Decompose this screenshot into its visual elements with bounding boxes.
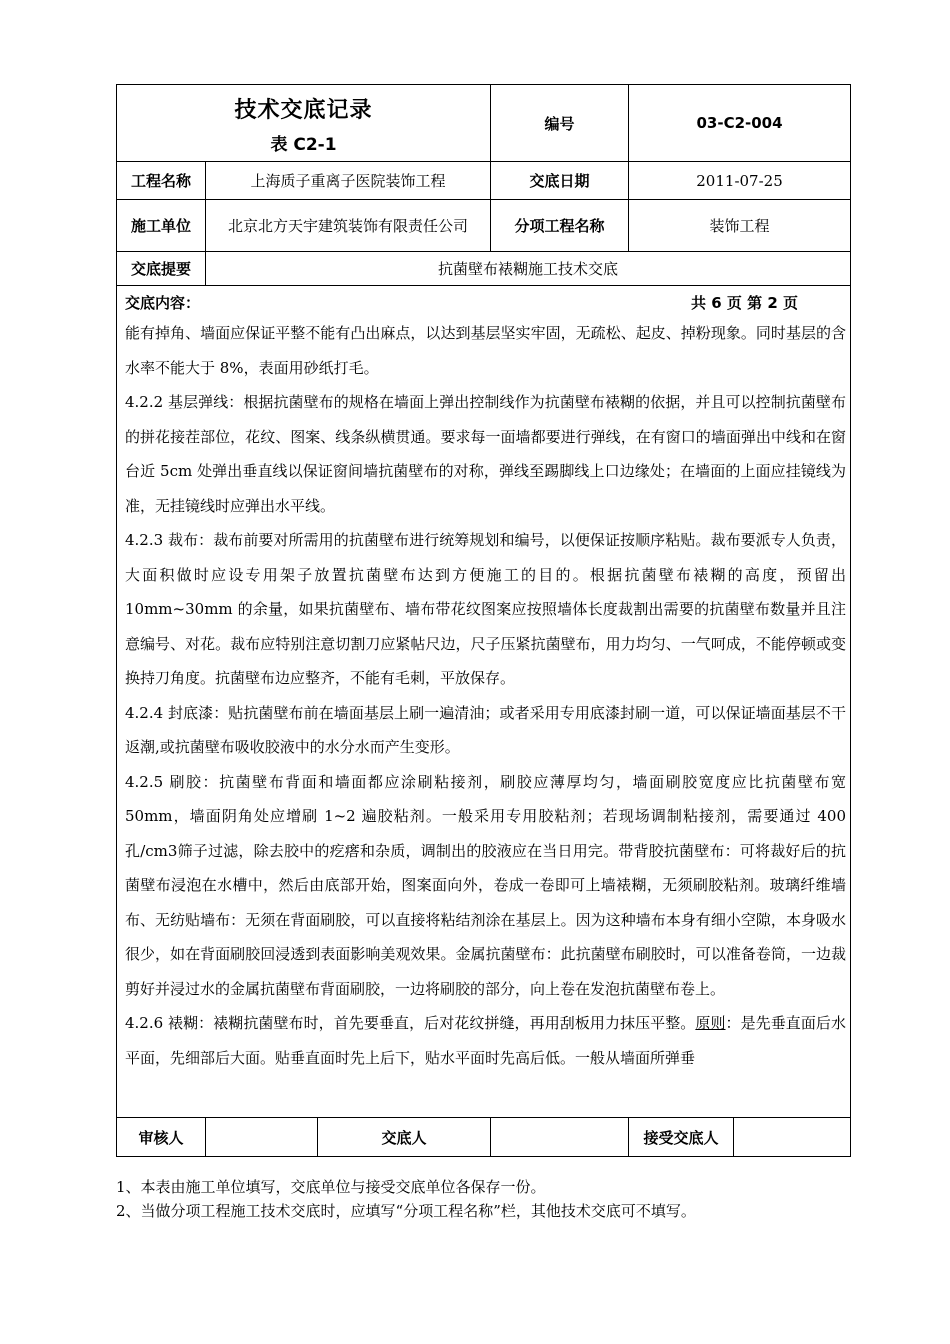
- title-cell: [117, 85, 491, 162]
- signature-row: [117, 1118, 851, 1157]
- contractor-value: 北京北方天宇建筑装饰有限责任公司: [206, 200, 491, 252]
- summary-value: 抗菌壁布裱糊施工技术交底: [206, 252, 851, 286]
- paragraph-4-2-3: 4.2.3 裁布：裁布前要对所需用的抗菌壁布进行统筹规划和编号，以便保证按顺序粘贴。裁布要派专人负责，大面积做时应设专用架子放置抗菌壁布达到方便施工的目的。根据抗菌壁布裱糊的高度，预留出 10mm~30mm 的余量，如果抗菌壁布、墙布带花纹图案应按照墙体长度裁割出需要的抗菌壁布数量并且注意编号、对花。裁布应特别注意切割刀应紧帖尺边，尺子压紧抗菌壁布，用力均匀、一气呵成，不能停顿或变换持刀角度。抗菌壁布边应整齐，不能有毛刺，平放保存。: [125, 531, 847, 687]
- principle-underlined: 原则: [695, 1014, 726, 1032]
- contractor-label: 施工单位: [117, 200, 206, 252]
- project-name-label: 工程名称: [117, 162, 206, 200]
- form-number: 表 C2-1: [270, 135, 337, 155]
- paragraph-4-2-4: 4.2.4 封底漆：贴抗菌壁布前在墙面基层上刷一遍清油；或者采用专用底漆封刷一道，可以保证墙面基层不干返潮,或抗菌壁布吸收胶液中的水分水而产生变形。: [125, 703, 847, 756]
- form-title: 技术交底记录: [234, 98, 373, 123]
- content-row: [117, 286, 851, 1118]
- content-label: 交底内容：: [125, 294, 201, 312]
- total-pages: 6: [711, 294, 722, 312]
- contractor-row: [117, 200, 851, 252]
- paragraph-4-2-2: 4.2.2 基层弹线：根据抗菌壁布的规格在墙面上弹出控制线作为抗菌壁布裱糊的依据，并且可以控制抗菌壁布的拼花接茬部位，花纹、图案、线条纵横贯通。要求每一面墙都要进行弹线，在有窗口的墙面弹出中线和在窗台近 5cm 处弹出垂直线以保证窗间墙抗菌壁布的对称，弹线至踢脚线上口边缘处；在墙面的上面应挂镜线为准，无挂镜线时应弹出水平线。: [125, 393, 847, 515]
- content-cell: [117, 286, 851, 1118]
- current-page: 2: [767, 294, 778, 312]
- date-label: 交底日期: [491, 162, 629, 200]
- page-info-mid: 页 第: [726, 294, 763, 312]
- receiver-label: 接受交底人: [629, 1118, 734, 1156]
- summary-row: [117, 252, 851, 286]
- sub-project-label: 分项工程名称: [491, 200, 629, 252]
- paragraph-4-2-6: [125, 1006, 846, 1075]
- page-info-prefix: 共: [690, 294, 706, 312]
- summary-label: 交底提要: [117, 252, 206, 286]
- number-label: 编号: [491, 85, 629, 162]
- receiver-value: [734, 1118, 850, 1156]
- paragraph-4-2-6-rest: ：是先垂直面后水平面，先细部后大面。贴垂直面时先上后下，贴水平面时先高后低。一般从墙面所弹垂: [125, 1014, 846, 1067]
- paragraph-4-2-5: 4.2.5 刷胶：抗菌壁布背面和墙面都应涂刷粘接剂，刷胶应薄厚均匀，墙面刷胶宽度应比抗菌壁布宽 50mm，墙面阴角处应增刷 1~2 遍胶粘剂。一般采用专用胶粘剂；若现场调制粘接剂，需要通过 400 孔/cm3筛子过滤，除去胶中的疙瘩和杂质，调制出的胶液应在当日用完。带背胶抗菌壁布：可将裁好后的抗菌壁布浸泡在水槽中，然后由底部开始，图案面向外，卷成一卷即可上墙裱糊，无须刷胶粘剂。玻璃纤维墙布、无纺贴墙布：无须在背面刷胶，可以直接将粘结剂涂在基层上。因为这种墙布本身有细小空隙，本身吸水很少，如在背面刷胶回浸透到表面影响美观效果。金属抗菌壁布：此抗菌壁布刷胶时，可以准备卷筒，一边裁剪好并浸过水的金属抗菌壁布背面刷胶，一边将刷胶的部分，向上卷在发泡抗菌壁布卷上。: [125, 772, 847, 998]
- receiver-split: [629, 1118, 850, 1156]
- date-value: 2011-07-25: [629, 162, 851, 200]
- receiver-cell: [629, 1118, 851, 1157]
- paragraph-4-2-6-text: 4.2.6 裱糊：裱糊抗菌壁布时，首先要垂直，后对花纹拼缝，再用刮板用力抹压平整。: [125, 1014, 696, 1032]
- page-info-suffix: 页: [783, 294, 799, 312]
- content-header: [117, 286, 850, 316]
- content-body: [117, 316, 850, 1116]
- project-row: [117, 162, 851, 200]
- footnote-2: 2、当做分项工程施工技术交底时，应填写“分项工程名称”栏，其他技术交底可不填写。: [116, 1202, 696, 1220]
- reviewer-value: [206, 1118, 318, 1157]
- project-name-value: 上海质子重离子医院装饰工程: [206, 162, 491, 200]
- sub-project-value: 装饰工程: [629, 200, 851, 252]
- presenter-label: 交底人: [318, 1118, 491, 1157]
- presenter-value: [491, 1118, 629, 1157]
- technical-briefing-form: [116, 84, 851, 1157]
- footnotes: [116, 1175, 850, 1223]
- number-value: 03-C2-004: [629, 85, 851, 162]
- reviewer-label: 审核人: [117, 1118, 206, 1157]
- header-row: [117, 85, 851, 162]
- footnote-1: 1、本表由施工单位填写，交底单位与接受交底单位各保存一份。: [116, 1178, 546, 1196]
- paragraph-base-prep: 能有掉角、墙面应保证平整不能有凸出麻点，以达到基层坚实牢固，无疏松、起皮、掉粉现象。同时基层的含水率不能大于 8%，表面用砂纸打毛。: [125, 324, 847, 377]
- page-info: [691, 292, 798, 316]
